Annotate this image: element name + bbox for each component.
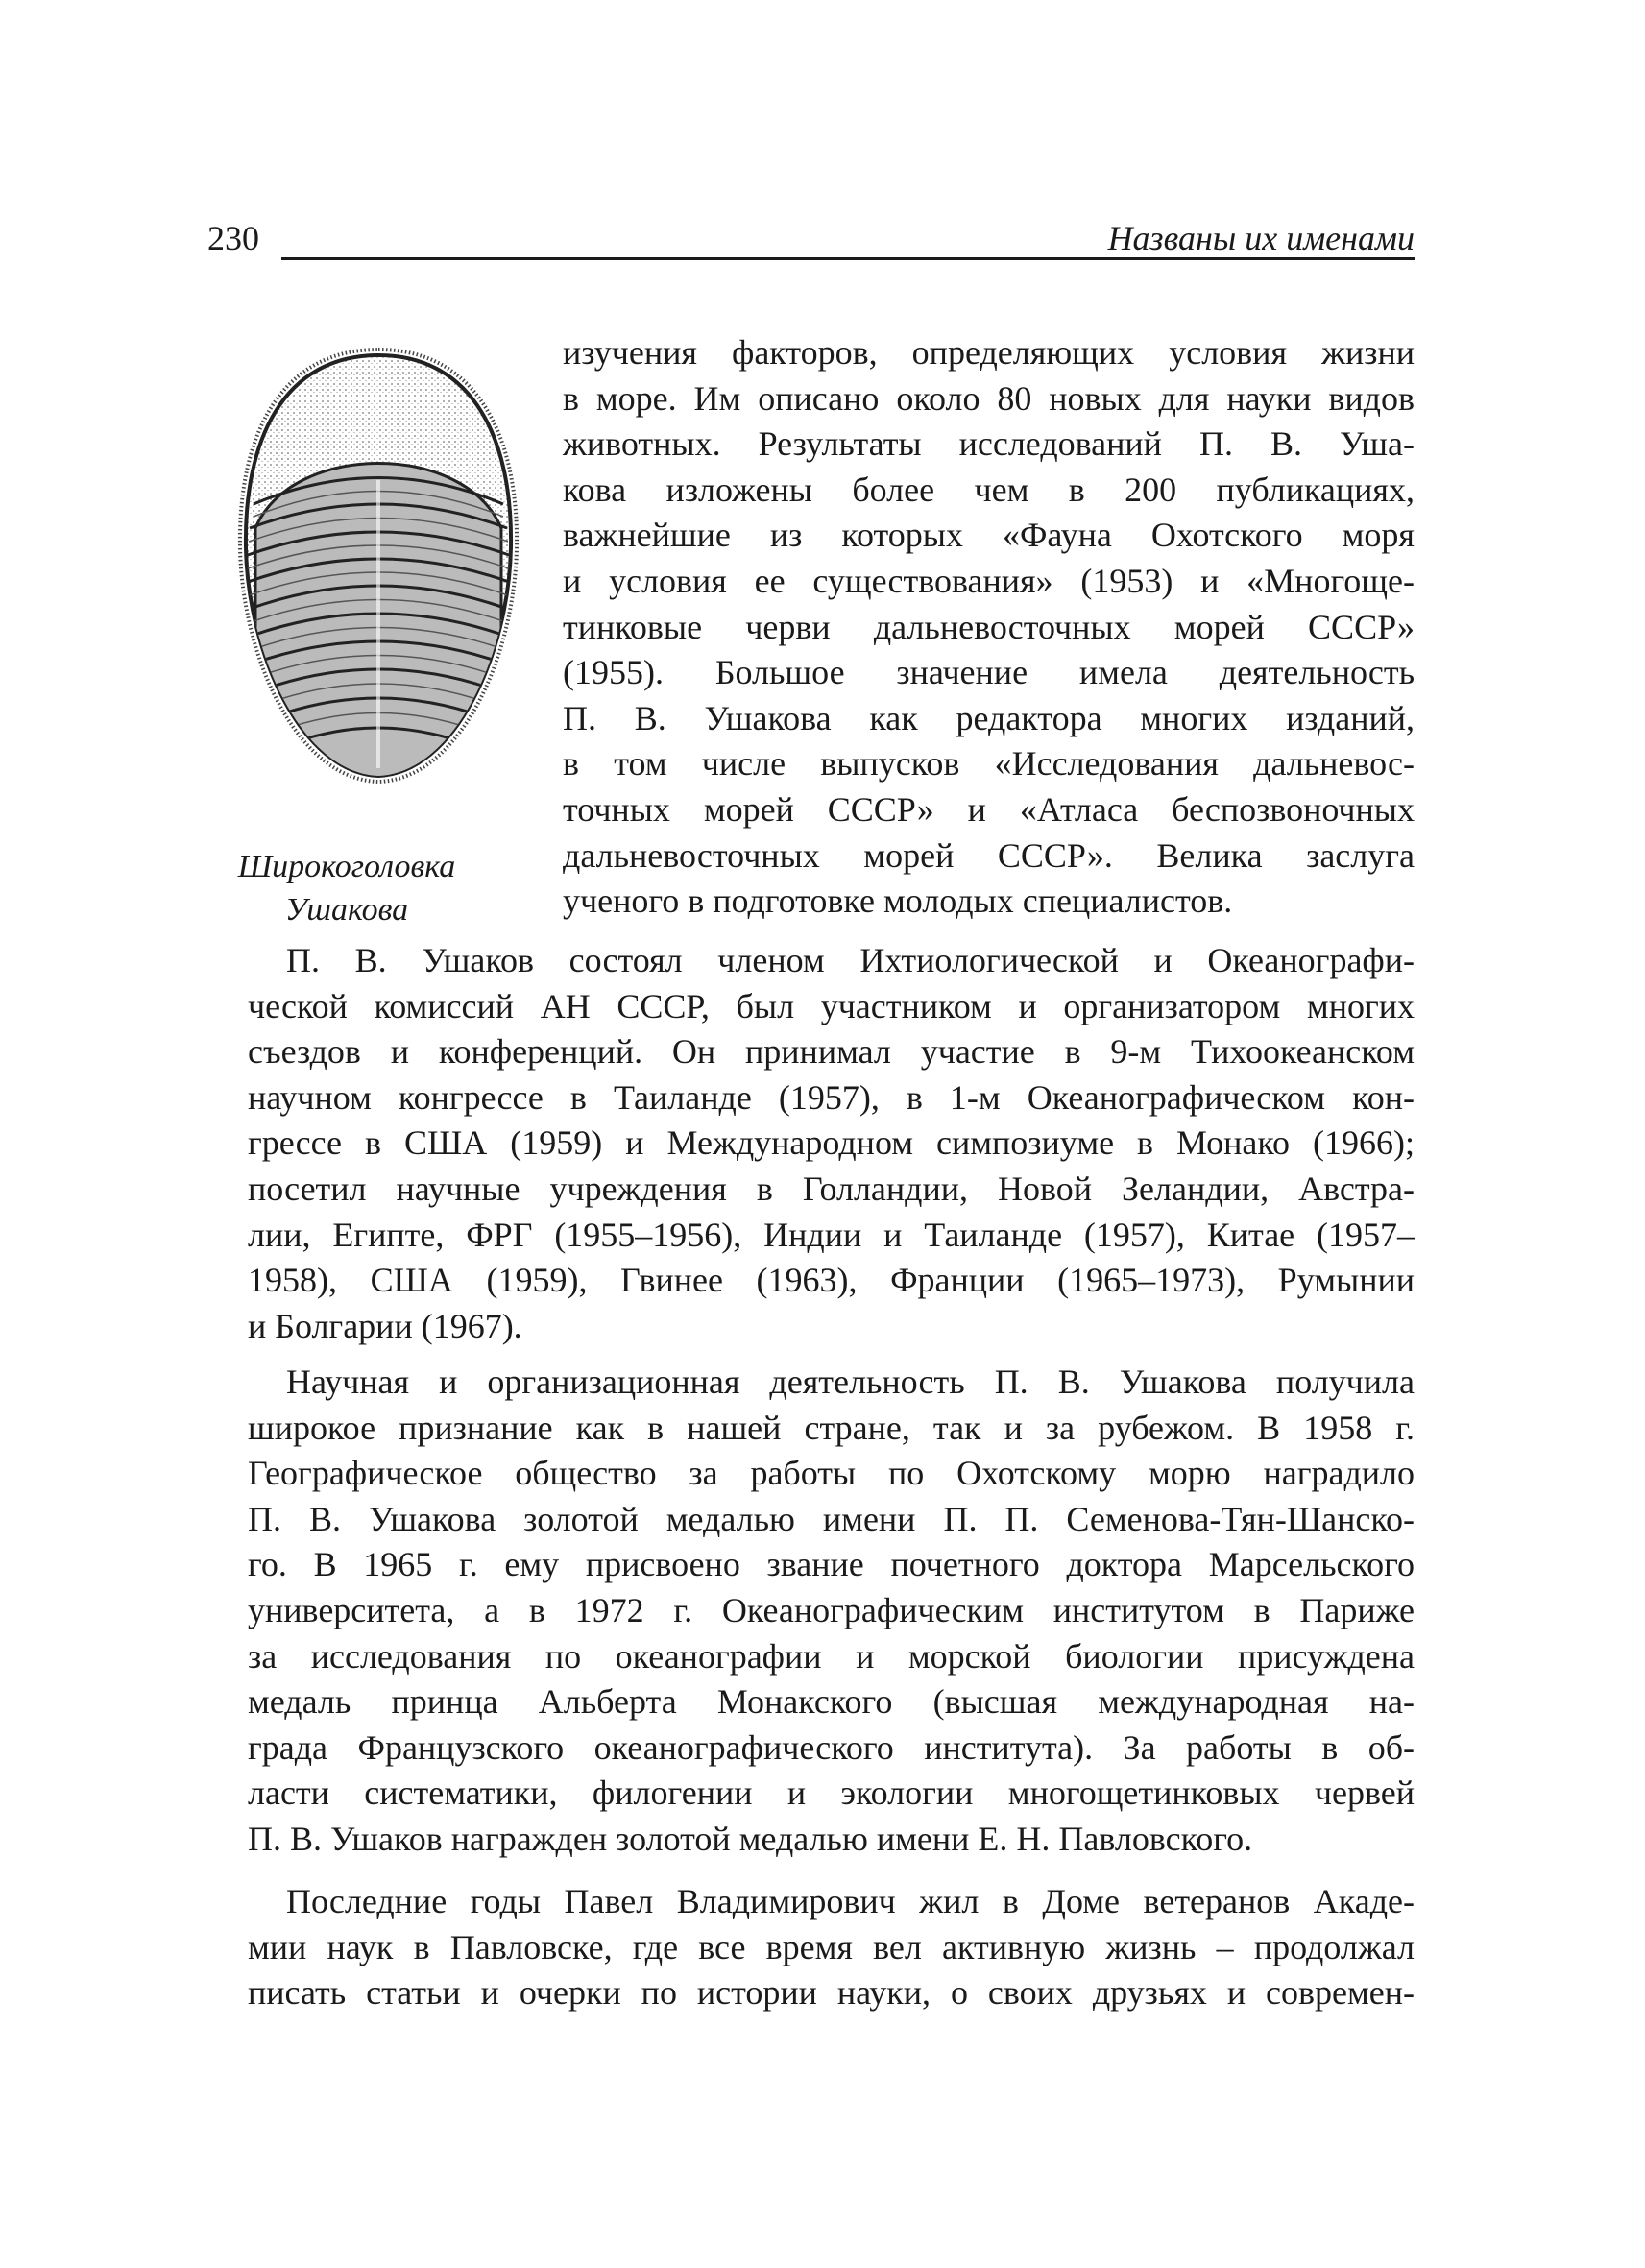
text-line: (1955). Большое значение имела деятельность <box>563 653 1415 692</box>
text-line: П. В. Ушакова как редактора многих изданий, <box>563 698 1415 737</box>
paragraph <box>248 1360 1415 1863</box>
text-line: ческой комиссий АН СССР, был участником и организатором многих <box>248 986 1415 1025</box>
text-line: и Болгарии (1967). <box>248 1306 522 1345</box>
text-line: съездов и конференций. Он принимал участие в 9-м Тихоокеанском <box>248 1032 1415 1072</box>
text-line: П. В. Ушаков награжден золотой медалью имени Е. Н. Павловского. <box>248 1819 1253 1858</box>
text-line: ласти систематики, филогении и экологии многощетинковых червей <box>248 1773 1415 1813</box>
text-line: широкое признание как в нашей стране, так и за рубежом. В 1958 г. <box>248 1408 1415 1447</box>
running-title: Названы их именами <box>1107 219 1415 257</box>
text-line: точных морей СССР» и «Атласа беспозвоночных <box>563 789 1415 829</box>
text-line: медаль принца Альберта Монакского (высшая международная на- <box>248 1682 1415 1722</box>
text-line: научном конгрессе в Таиланде (1957), в 1-м Океанографическом кон- <box>248 1077 1415 1117</box>
header-rule <box>281 257 1415 260</box>
paragraph <box>563 330 1415 925</box>
text-line: животных. Результаты исследований П. В. Уша- <box>563 424 1415 464</box>
text-line: тинковые черви дальневосточных морей СССР» <box>563 607 1415 646</box>
text-line: важнейшие из которых «Фауна Охотского моря <box>563 516 1415 555</box>
text-line: кова изложены более чем в 200 публикациях, <box>563 470 1415 509</box>
polychaete-illustration <box>234 336 522 789</box>
text-line: го. В 1965 г. ему присвоено звание почетного доктора Марсельского <box>248 1545 1415 1584</box>
text-line: университета, а в 1972 г. Океанографическим институтом в Париже <box>248 1590 1415 1629</box>
text-line: в том числе выпусков «Исследования дальневос- <box>563 744 1415 784</box>
text-line: посетил научные учреждения в Голландии, Новой Зеландии, Австра- <box>248 1169 1415 1208</box>
text-line: изучения факторов, определяющих условия жизни <box>563 333 1415 372</box>
text-line: П. В. Ушаков состоял членом Ихтиологической и Океанографи- <box>286 941 1415 979</box>
caption-line: Широкоголовка <box>237 849 456 884</box>
text-line: ученого в подготовке молодых специалистов. <box>563 881 1233 921</box>
text-line: Научная и организационная деятельность П. В. Ушакова получила <box>286 1363 1415 1401</box>
text-line: мии наук в Павловске, где все время вел активную жизнь – продолжал <box>248 1927 1415 1966</box>
text-line: дальневосточных морей СССР». Велика заслуга <box>563 835 1415 875</box>
text-line: и условия ее существования» (1953) и «Многоще- <box>563 561 1415 600</box>
text-line: за исследования по океанографии и морской биологии присуждена <box>248 1636 1415 1676</box>
text-line: писать статьи и очерки по истории науки, о своих друзьях и современ- <box>248 1973 1415 2013</box>
text-line: лии, Египте, ФРГ (1955–1956), Индии и Таиланде (1957), Китае (1957– <box>248 1215 1415 1254</box>
paragraph <box>248 1879 1415 2016</box>
text-line: П. В. Ушакова золотой медалью имени П. П. Семенова-Тян-Шанско- <box>248 1499 1415 1538</box>
paragraph <box>248 938 1415 1349</box>
text-line: 1958), США (1959), Гвинее (1963), Франции (1965–1973), Румынии <box>248 1261 1415 1300</box>
text-line: Последние годы Павел Владимирович жил в Доме ветеранов Акаде- <box>286 1882 1415 1920</box>
text-line: грессе в США (1959) и Международном симпозиуме в Монако (1966); <box>248 1123 1415 1163</box>
text-line: в море. Им описано около 80 новых для науки видов <box>563 378 1415 418</box>
page-number: 230 <box>207 219 259 257</box>
caption-line: Ушакова <box>284 892 409 928</box>
text-line: Географическое общество за работы по Охотскому морю наградило <box>248 1454 1415 1493</box>
figure-caption <box>221 845 472 931</box>
text-line: града Французского океанографического института). За работы в об- <box>248 1727 1415 1767</box>
